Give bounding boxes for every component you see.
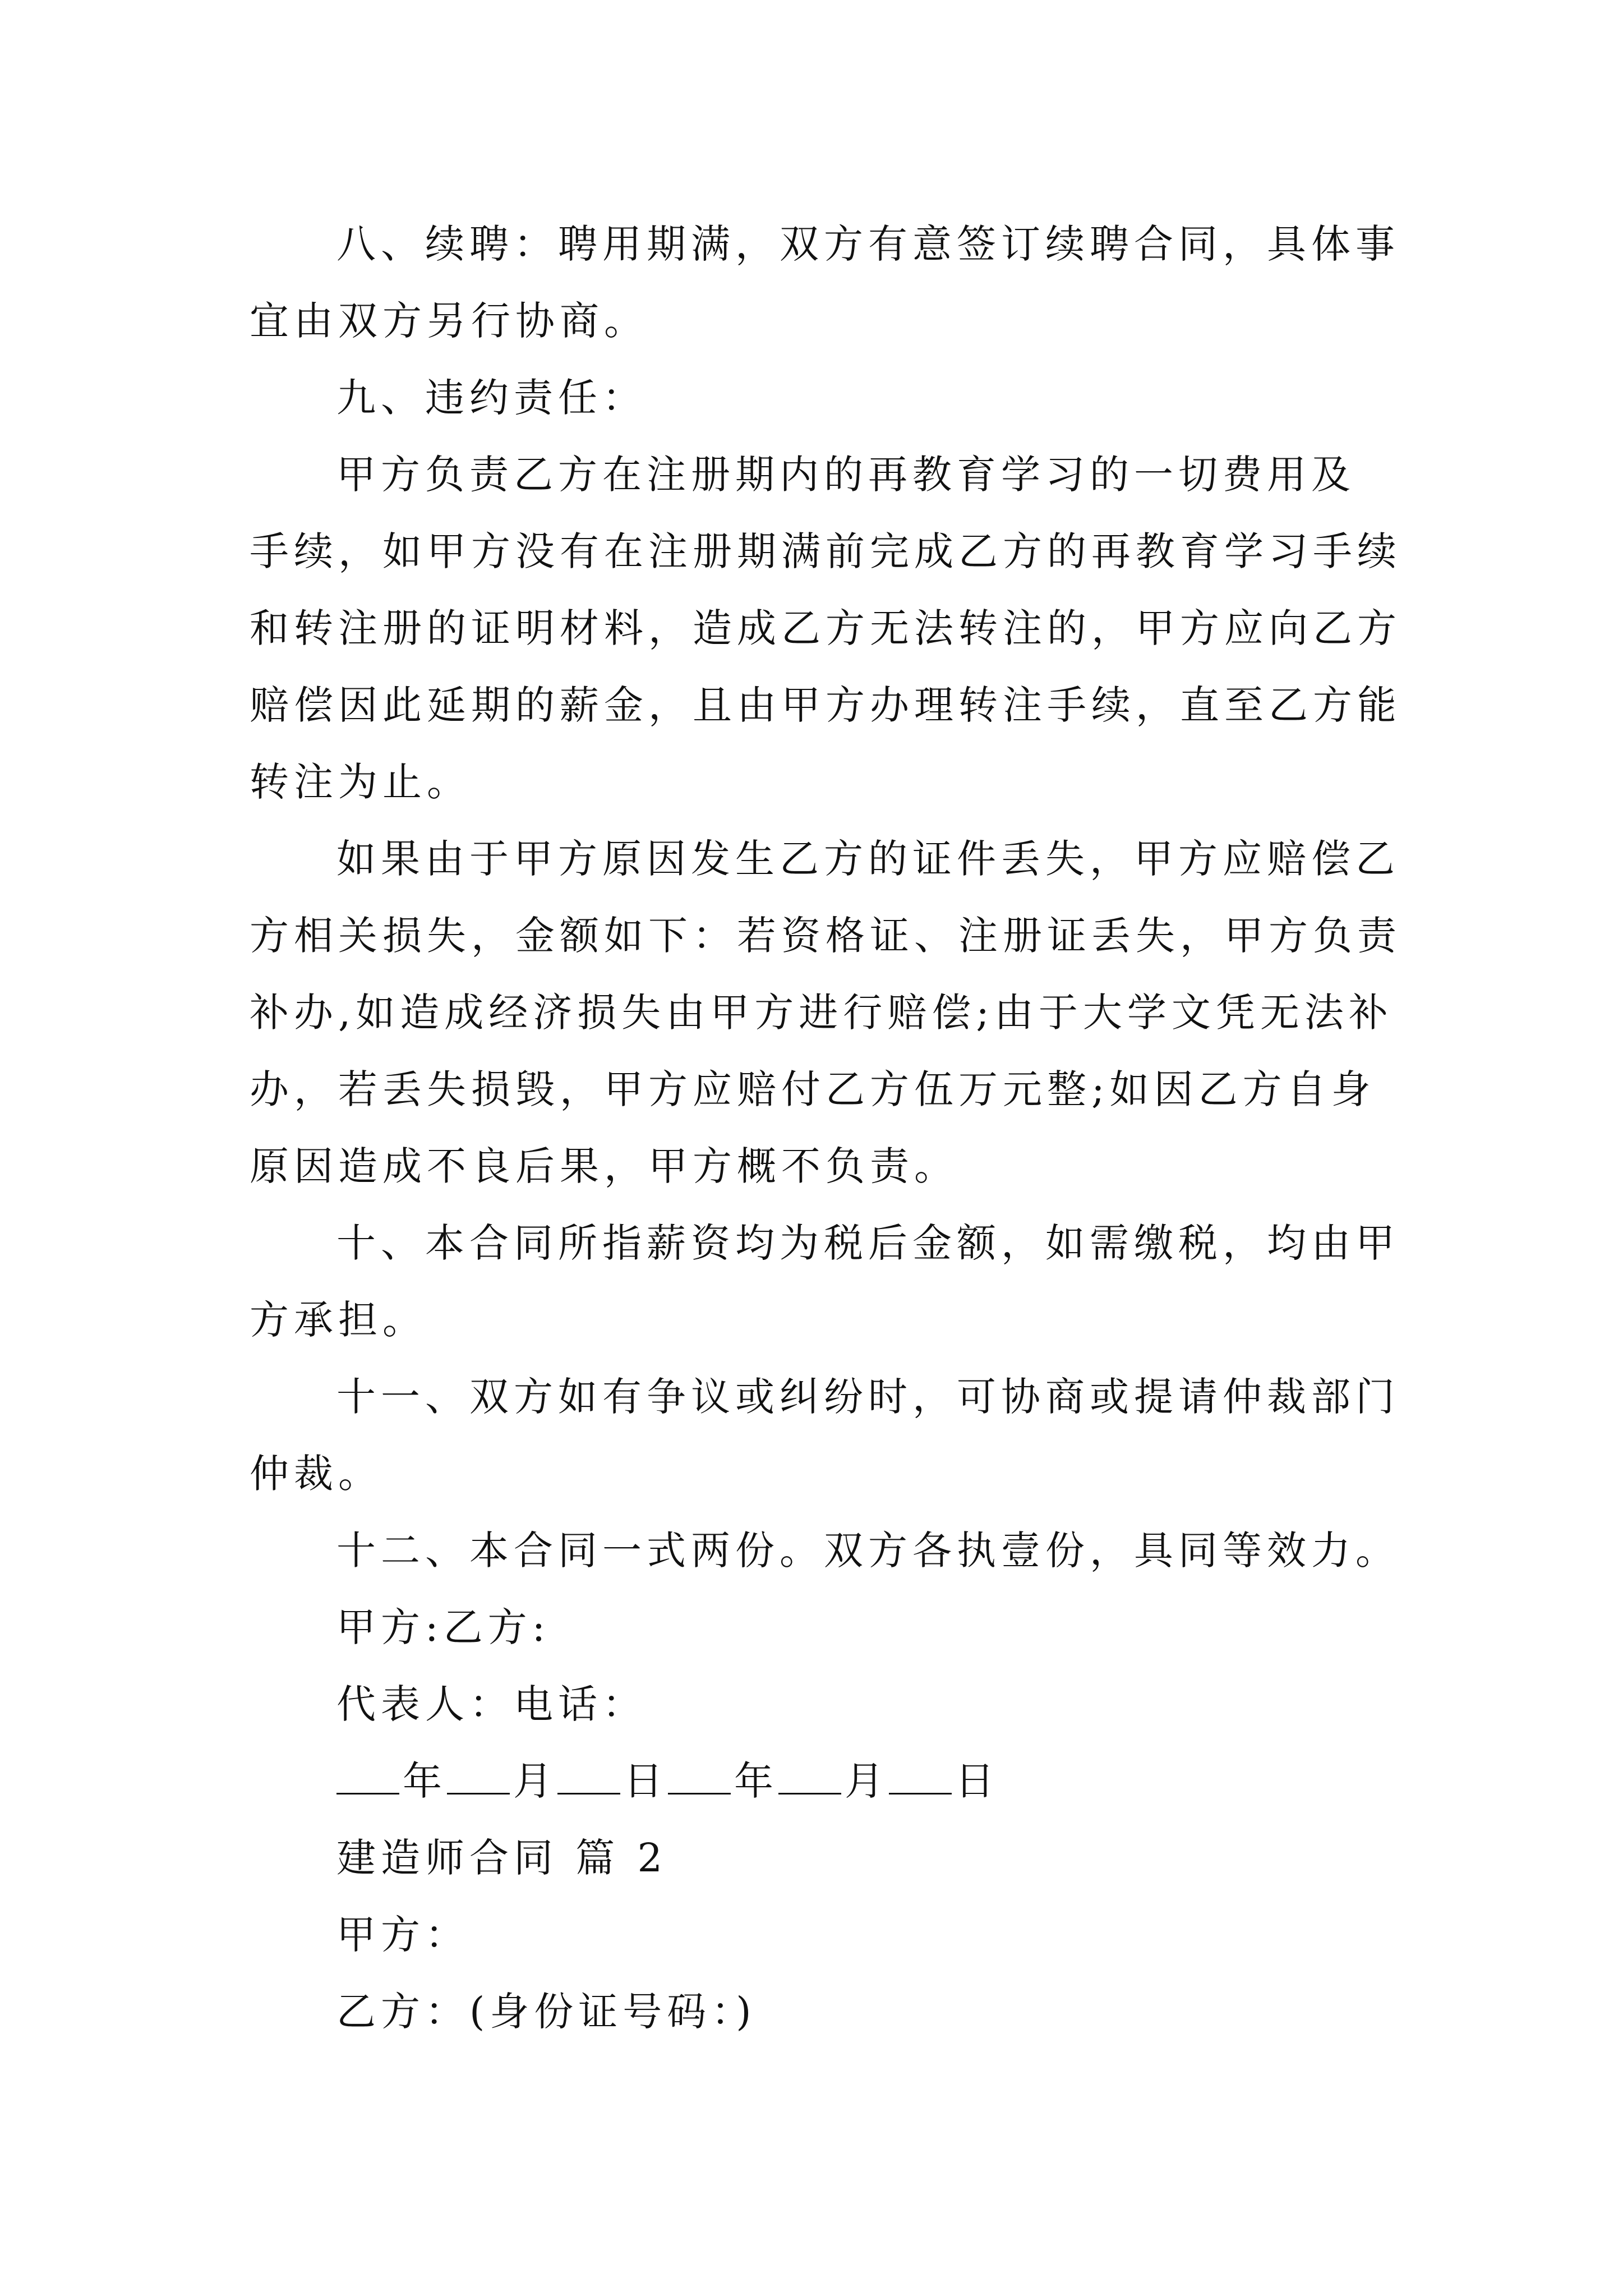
date-day-label-a: 日 — [624, 1758, 668, 1804]
clause-8-line-2: 宜由双方另行协商。 — [250, 298, 648, 344]
clause-9-para2-line-3: 补办,如造成经济损失由甲方进行赔偿;由于大学文凭无法补 — [250, 990, 1393, 1036]
clause-9-para1-line-4: 赔偿因此延期的薪金，且由甲方办理转注手续，直至乙方能 — [250, 682, 1401, 728]
clause-9-para2-line-4: 办，若丢失损毁，甲方应赔付乙方伍万元整;如因乙方自身 — [250, 1066, 1376, 1112]
signature-date-line — [336, 1753, 999, 1809]
clause-8-line-1: 八、续聘：聘用期满，双方有意签订续聘合同，具体事 — [336, 221, 1400, 267]
date-month-label-a: 月 — [513, 1758, 557, 1804]
clause-10-line-2: 方承担。 — [250, 1297, 427, 1343]
date-blank-day-a — [557, 1759, 620, 1795]
date-day-label-b: 日 — [955, 1758, 999, 1804]
date-blank-month-b — [778, 1759, 841, 1795]
clause-11-line-1: 十一、双方如有争议或纠纷时，可协商或提请仲裁部门 — [336, 1374, 1400, 1420]
date-month-label-b: 月 — [845, 1758, 889, 1804]
date-blank-month-a — [447, 1759, 510, 1795]
clause-10-line-1: 十、本合同所指薪资均为税后金额，如需缴税，均由甲 — [336, 1220, 1400, 1266]
clause-9-para2-line-5: 原因造成不良后果，甲方概不负责。 — [250, 1143, 958, 1189]
clause-9-para1-line-1: 甲方负责乙方在注册期内的再教育学习的一切费用及 — [336, 452, 1355, 498]
clause-9-para1-line-2: 手续，如甲方没有在注册期满前完成乙方的再教育学习手续 — [250, 528, 1401, 574]
clause-9-para2-line-1: 如果由于甲方原因发生乙方的证件丢失，甲方应赔偿乙 — [336, 836, 1400, 882]
signature-representative: 代表人：电话： — [336, 1681, 647, 1727]
clause-12-line-1: 十二、本合同一式两份。双方各执壹份，具同等效力。 — [336, 1527, 1400, 1573]
clause-9-para1-line-5: 转注为止。 — [250, 759, 471, 805]
clause-11-line-2: 仲裁。 — [250, 1451, 382, 1497]
date-blank-year-b — [668, 1759, 731, 1795]
next-section-party-b: 乙方：(身份证号码：) — [336, 1989, 757, 2035]
clause-9-para1-line-3: 和转注册的证明材料，造成乙方无法转注的，甲方应向乙方 — [250, 605, 1401, 651]
next-section-party-a: 甲方： — [336, 1912, 469, 1958]
clause-9-para2-line-2: 方相关损失，金额如下：若资格证、注册证丢失，甲方负责 — [250, 913, 1401, 959]
date-blank-day-b — [889, 1759, 952, 1795]
date-year-label-b: 年 — [734, 1758, 778, 1804]
signature-parties: 甲方:乙方: — [336, 1604, 551, 1650]
next-section-title: 建造师合同 篇 2 — [336, 1835, 668, 1881]
clause-9-heading: 九、违约责任： — [336, 375, 647, 421]
date-blank-year-a — [336, 1759, 399, 1795]
date-year-label-a: 年 — [403, 1758, 447, 1804]
